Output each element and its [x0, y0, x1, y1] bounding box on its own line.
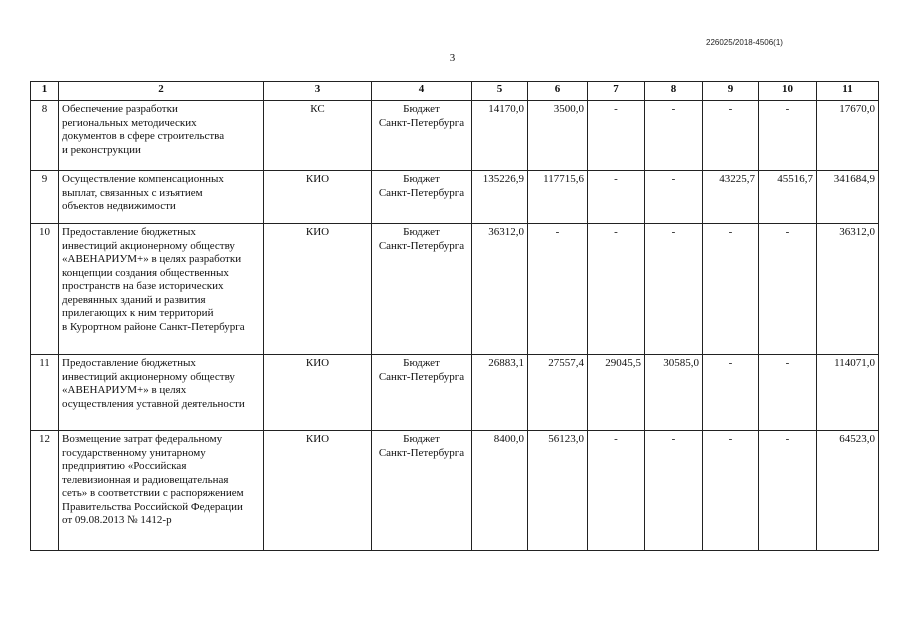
row-description [59, 224, 264, 355]
row-number: 8 [31, 101, 59, 171]
table-row [31, 101, 879, 171]
funding-source [372, 431, 472, 551]
source-line: Бюджет [403, 433, 440, 445]
value-col-5: 36312,0 [472, 224, 528, 355]
value-col-10: 45516,7 [759, 171, 817, 224]
value-col-5: 135226,9 [472, 171, 528, 224]
desc-line: инвестиций акционерному обществу [62, 239, 235, 252]
row-number: 12 [31, 431, 59, 551]
value-col-8: - [645, 171, 703, 224]
desc-line: Возмещение затрат федеральному [62, 433, 223, 445]
header-cell: 3 [264, 82, 372, 101]
value-col-9: - [703, 431, 759, 551]
responsible: КИО [264, 224, 372, 355]
value-col-6: 56123,0 [528, 431, 588, 551]
value-col-8: 30585,0 [645, 355, 703, 431]
value-col-7: - [588, 431, 645, 551]
desc-line: и реконструкции [62, 143, 141, 156]
source-line: Бюджет [403, 226, 440, 238]
funding-source [372, 101, 472, 171]
responsible: КИО [264, 171, 372, 224]
row-description [59, 171, 264, 224]
budget-table [30, 81, 879, 551]
value-col-11: 341684,9 [817, 171, 879, 224]
document-number: 226025/2018-4506(1) [706, 38, 783, 47]
value-col-9: - [703, 355, 759, 431]
row-number: 9 [31, 171, 59, 224]
desc-line: «АВЕНАРИУМ+» в целях разработки [62, 253, 242, 265]
header-cell: 2 [59, 82, 264, 101]
desc-line: телевизионная и радиовещательная [62, 473, 229, 486]
table-row [31, 171, 879, 224]
value-col-7: - [588, 171, 645, 224]
desc-line: в Курортном районе Санкт-Петербурга [62, 320, 245, 333]
value-col-11: 114071,0 [817, 355, 879, 431]
source-line: Бюджет [403, 173, 440, 185]
value-col-8: - [645, 224, 703, 355]
source-line: Санкт-Петербурга [378, 446, 465, 459]
row-number: 10 [31, 224, 59, 355]
desc-line: Правительства Российской Федерации [62, 500, 243, 513]
value-col-8: - [645, 101, 703, 171]
desc-line: деревянных зданий и развития [62, 293, 206, 306]
value-col-11: 17670,0 [817, 101, 879, 171]
source-line: Санкт-Петербурга [378, 370, 465, 383]
source-line: Санкт-Петербурга [378, 186, 465, 199]
desc-line: объектов недвижимости [62, 200, 176, 212]
value-col-6: - [528, 224, 588, 355]
header-cell: 7 [588, 82, 645, 101]
source-line: Бюджет [403, 103, 440, 115]
table-row [31, 355, 879, 431]
value-col-7: 29045,5 [588, 355, 645, 431]
row-number: 11 [31, 355, 59, 431]
value-col-6: 3500,0 [528, 101, 588, 171]
value-col-9: 43225,7 [703, 171, 759, 224]
row-description [59, 355, 264, 431]
header-cell: 5 [472, 82, 528, 101]
header-cell: 10 [759, 82, 817, 101]
desc-line: осуществления уставной деятельности [62, 397, 245, 410]
row-description [59, 101, 264, 171]
value-col-9: - [703, 101, 759, 171]
table-row [31, 431, 879, 551]
responsible: КС [264, 101, 372, 171]
value-col-10: - [759, 224, 817, 355]
desc-line: концепции создания общественных [62, 266, 229, 279]
page-number: 3 [449, 52, 456, 64]
value-col-7: - [588, 224, 645, 355]
desc-line: пространств на базе исторических [62, 280, 224, 292]
desc-line: «АВЕНАРИУМ+» в целях [62, 384, 187, 396]
desc-line: от 09.08.2013 № 1412-р [62, 514, 172, 526]
responsible: КИО [264, 355, 372, 431]
value-col-5: 26883,1 [472, 355, 528, 431]
value-col-5: 8400,0 [472, 431, 528, 551]
funding-source [372, 224, 472, 355]
header-cell: 11 [817, 82, 879, 101]
value-col-10: - [759, 431, 817, 551]
desc-line: предприятию «Российская [62, 460, 187, 472]
desc-line: инвестиций акционерному обществу [62, 370, 235, 383]
value-col-8: - [645, 431, 703, 551]
header-row [31, 82, 879, 101]
table-row [31, 224, 879, 355]
value-col-11: 64523,0 [817, 431, 879, 551]
funding-source [372, 355, 472, 431]
value-col-5: 14170,0 [472, 101, 528, 171]
responsible: КИО [264, 431, 372, 551]
desc-line: прилегающих к ним территорий [62, 307, 214, 319]
source-line: Санкт-Петербурга [378, 239, 465, 252]
desc-line: Обеспечение разработки [62, 103, 178, 115]
desc-line: региональных методических [62, 116, 197, 129]
row-description [59, 431, 264, 551]
header-cell: 1 [31, 82, 59, 101]
value-col-10: - [759, 355, 817, 431]
funding-source [372, 171, 472, 224]
desc-line: Осуществление компенсационных [62, 173, 224, 185]
desc-line: государственному унитарному [62, 446, 206, 459]
header-cell: 8 [645, 82, 703, 101]
value-col-9: - [703, 224, 759, 355]
header-cell: 4 [372, 82, 472, 101]
desc-line: Предоставление бюджетных [62, 226, 196, 238]
value-col-7: - [588, 101, 645, 171]
source-line: Бюджет [403, 357, 440, 369]
desc-line: выплат, связанных с изъятием [62, 186, 203, 199]
value-col-11: 36312,0 [817, 224, 879, 355]
desc-line: документов в сфере строительства [62, 130, 225, 142]
desc-line: Предоставление бюджетных [62, 357, 196, 369]
desc-line: сеть» в соответствии с распоряжением [62, 487, 244, 499]
value-col-6: 117715,6 [528, 171, 588, 224]
value-col-6: 27557,4 [528, 355, 588, 431]
source-line: Санкт-Петербурга [378, 116, 465, 129]
value-col-10: - [759, 101, 817, 171]
header-cell: 9 [703, 82, 759, 101]
header-cell: 6 [528, 82, 588, 101]
